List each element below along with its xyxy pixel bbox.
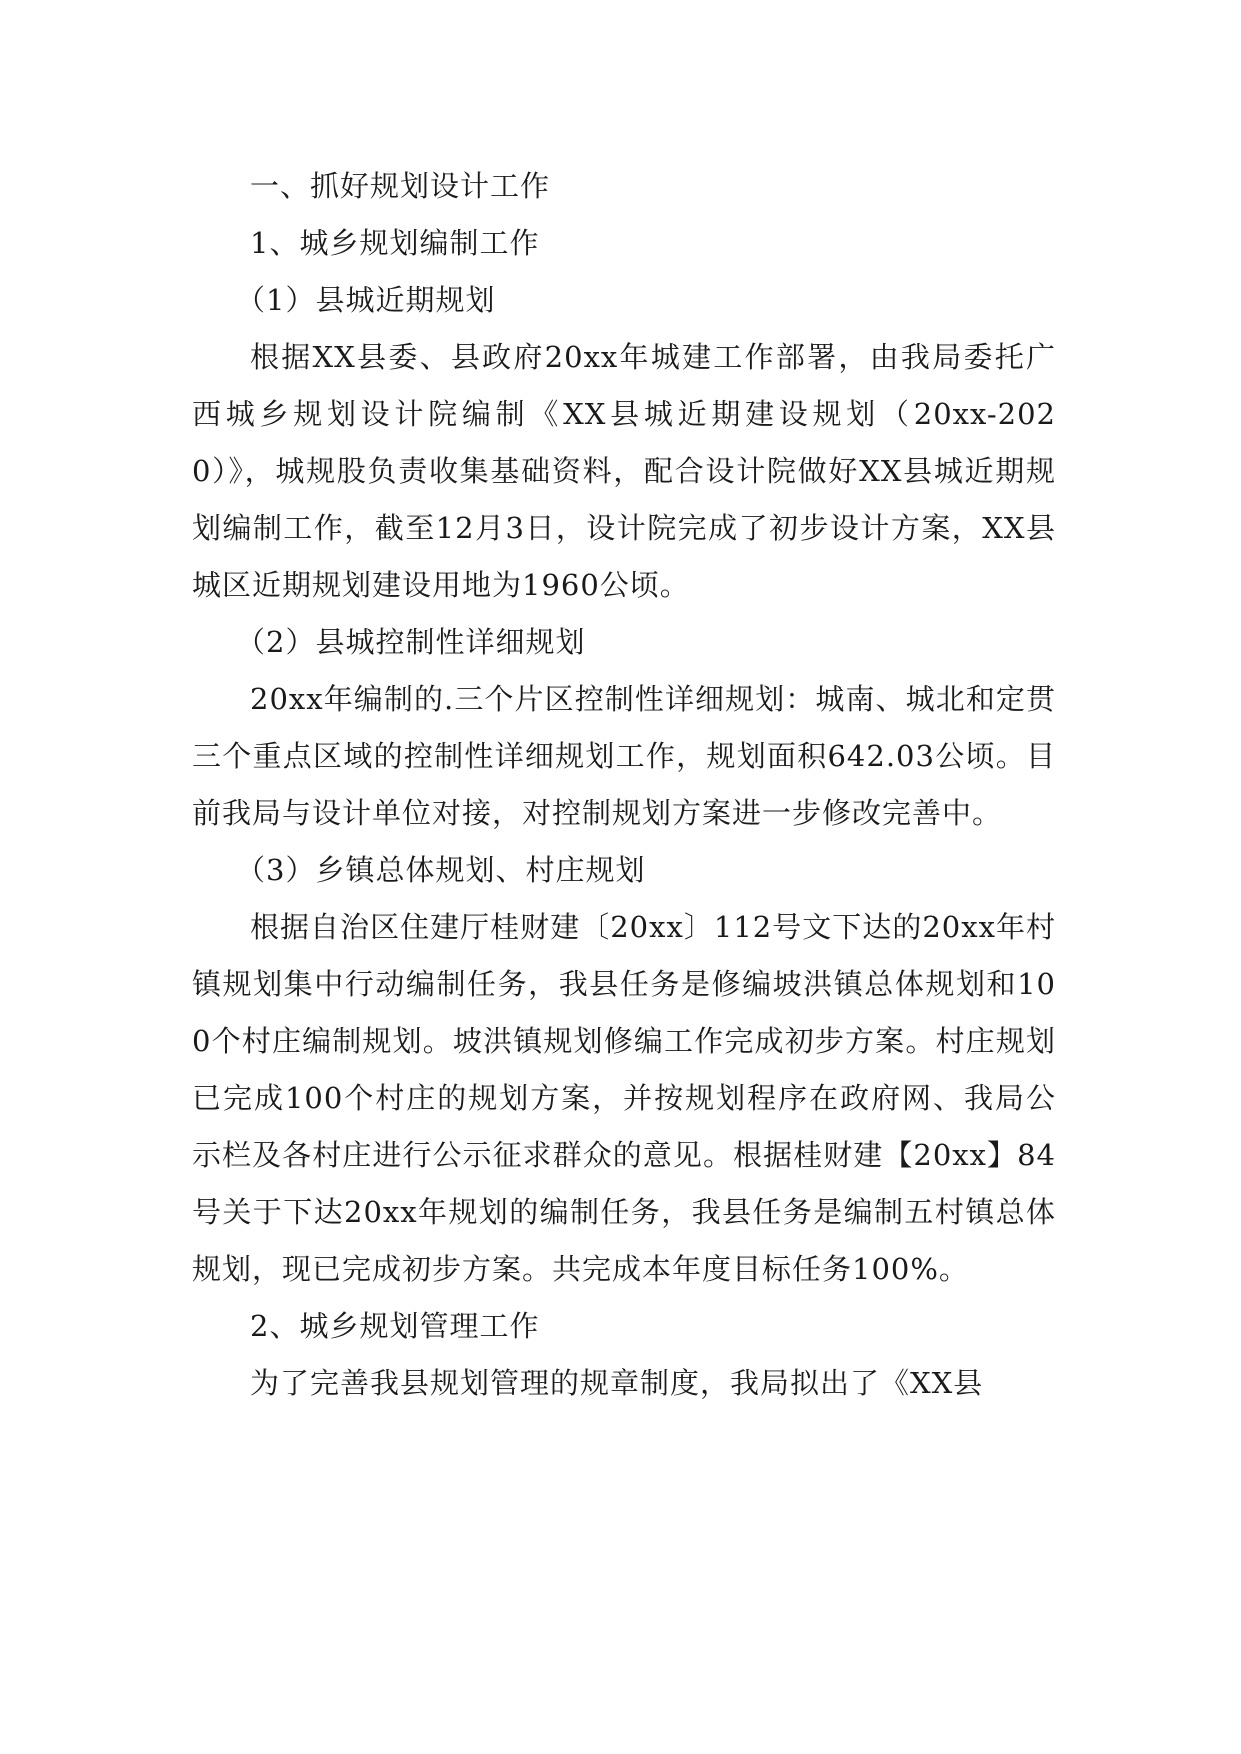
item-title: （1）县城近期规划 (236, 283, 496, 317)
document-body (192, 158, 1056, 1412)
item-title: （3）乡镇总体规划、村庄规划 (236, 853, 646, 887)
subsection-heading: 2、城乡规划管理工作 (250, 1309, 540, 1343)
paragraph: 20xx年编制的.三个片区控制性详细规划：城南、城北和定贯三个重点区域的控制性详细规划工作，规划面积642.03公顷。目前我局与设计单位对接，对控制规划方案进一步修改完善中。 (192, 682, 1056, 830)
paragraph: 根据XX县委、县政府20xx年城建工作部署，由我局委托广西城乡规划设计院编制《XX县城近期建设规划（20xx-2020）》，城规股负责收集基础资料，配合设计院做好XX县城近期规划编制工作，截至12月3日，设计院完成了初步设计方案，XX县城区近期规划建设用地为1960公顷。 (192, 340, 1056, 602)
paragraph: 为了完善我县规划管理的规章制度，我局拟出了《XX县 (250, 1366, 984, 1400)
paragraph: 根据自治区住建厅桂财建〔20xx〕112号文下达的20xx年村镇规划集中行动编制任务，我县任务是修编坡洪镇总体规划和100个村庄编制规划。坡洪镇规划修编工作完成初步方案。村庄规划已完成100个村庄的规划方案，并按规划程序在政府网、我局公示栏及各村庄进行公示征求群众的意见。根据桂财建【20xx】84号关于下达20xx年规划的编制任务，我县任务是编制五村镇总体规划，现已完成初步方案。共完成本年度目标任务100%。 (192, 910, 1056, 1286)
item-title: （2）县城控制性详细规划 (236, 625, 586, 659)
section-heading: 一、抓好规划设计工作 (250, 169, 551, 203)
subsection-heading: 1、城乡规划编制工作 (250, 226, 540, 260)
